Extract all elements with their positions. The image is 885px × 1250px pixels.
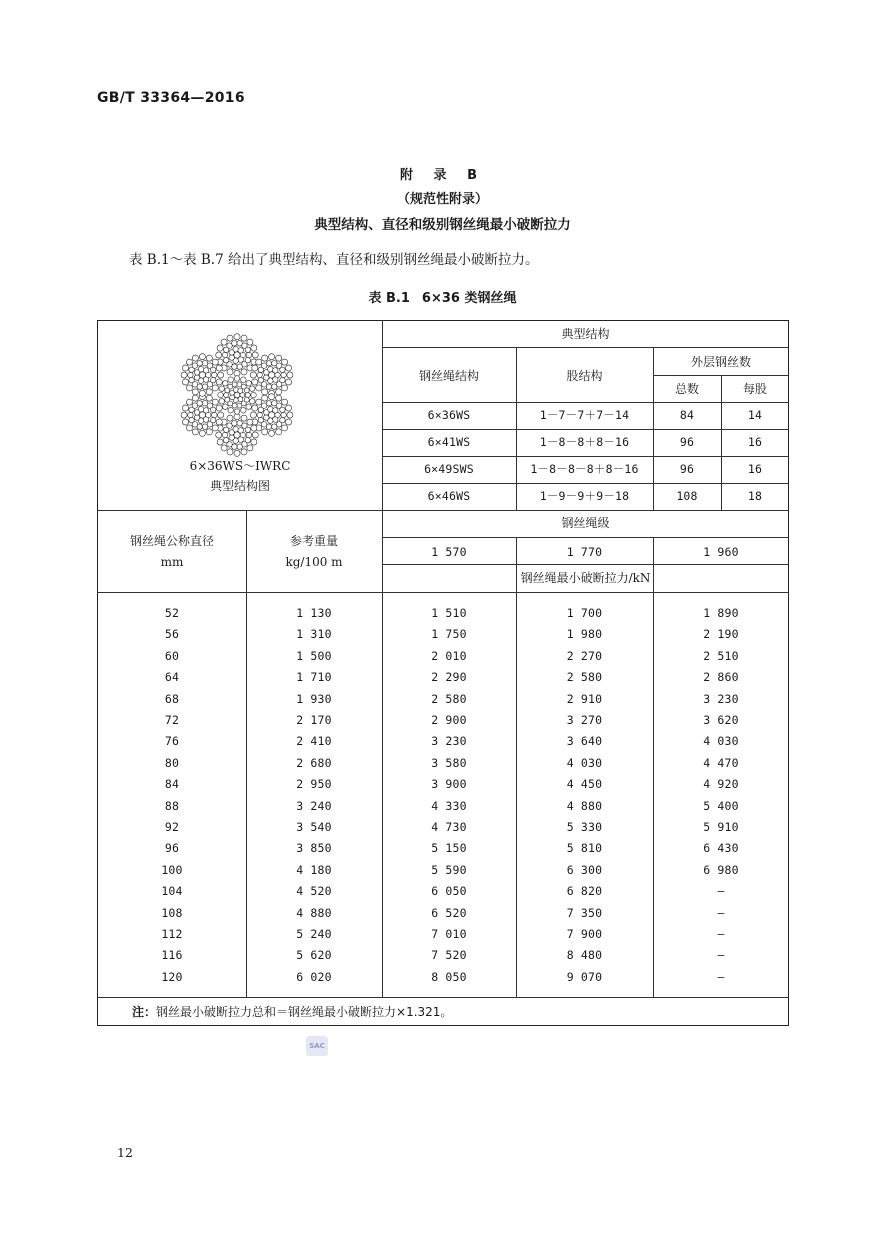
- force-1960-cell: 4 030: [703, 734, 739, 749]
- strand-structure-cell: 1－8－8－8＋8－16: [530, 462, 639, 476]
- force-1770-cell: 1 980: [566, 627, 603, 642]
- appendix-heading: 典型结构、直径和级别钢丝绳最小破断拉力: [314, 217, 571, 233]
- weight-cell: 2 170: [296, 713, 332, 727]
- rope-structure-cell: 6×41WS: [427, 435, 471, 449]
- rule-h: [97, 997, 789, 998]
- rope-structure-cell: 6×49SWS: [424, 462, 474, 476]
- outer-strand-icon: [181, 394, 224, 437]
- grade-1770: 1 770: [566, 545, 603, 559]
- figure-label-structure: 6×36WS～IWRC: [189, 459, 291, 473]
- force-1570-cell: 8 050: [431, 969, 467, 984]
- force-1570-cell: 2 290: [431, 670, 467, 685]
- weight-cell: 1 500: [296, 648, 332, 663]
- weight-cell: 1 130: [296, 606, 332, 620]
- outer-per-strand-cell: 14: [747, 408, 763, 422]
- force-1960-cell: 5 400: [703, 798, 739, 813]
- force-1960-cell: —: [717, 927, 725, 941]
- force-1570-cell: 4 330: [431, 798, 467, 813]
- force-1960-cell: 2 510: [703, 648, 739, 663]
- note-label: 注：: [132, 1005, 157, 1019]
- diameter-cell: 108: [161, 905, 183, 920]
- force-1570-cell: 1 510: [431, 606, 467, 620]
- force-1570-cell: 3 230: [431, 734, 467, 749]
- force-1770-cell: 6 300: [566, 862, 603, 877]
- rope-structure-cell: 6×36WS: [427, 408, 471, 422]
- weight-cell: 5 240: [296, 927, 332, 941]
- force-1960-cell: —: [717, 948, 725, 963]
- force-1770-cell: 7 350: [566, 905, 603, 920]
- force-1570-cell: 3 580: [431, 755, 467, 770]
- outer-strand-icon: [250, 354, 293, 397]
- force-1960-cell: —: [717, 884, 725, 899]
- weight-cell: 1 710: [296, 670, 332, 685]
- rule-h: [97, 592, 789, 593]
- outer-strand-icon: [250, 394, 293, 437]
- force-1960-cell: 6 980: [703, 862, 739, 877]
- force-1770-cell: 3 270: [566, 713, 603, 727]
- appendix-subtitle: （规范性附录）: [396, 192, 488, 207]
- rule-h: [382, 402, 789, 403]
- force-1570-cell: 7 010: [431, 927, 467, 941]
- rule-h: [97, 510, 789, 511]
- diameter-cell: 112: [161, 927, 183, 941]
- force-1770-cell: 5 810: [566, 841, 603, 856]
- sac-watermark: SAC: [306, 1036, 328, 1056]
- grade-header: 钢丝绳级: [561, 516, 610, 530]
- force-1960-cell: 3 620: [703, 713, 739, 727]
- diameter-unit: mm: [160, 555, 184, 569]
- figure-label-caption: 典型结构图: [209, 479, 270, 493]
- force-1960-cell: 6 430: [703, 841, 739, 856]
- force-1960-cell: 3 230: [703, 691, 739, 706]
- diameter-cell: 72: [164, 713, 180, 727]
- rope-cross-section-figure: [172, 333, 302, 458]
- force-1570-cell: 4 730: [431, 820, 467, 834]
- weight-cell: 4 880: [296, 905, 332, 920]
- force-1570-cell: 2 010: [431, 648, 467, 663]
- weight-cell: 2 950: [296, 777, 332, 792]
- diameter-cell: 116: [161, 948, 183, 963]
- outer-per-strand-cell: 18: [747, 489, 763, 503]
- strand-structure-cell: 1－8－8＋8－16: [539, 435, 630, 449]
- core-strand-icon: [218, 376, 257, 415]
- min-breaking-force-header: 钢丝绳最小破断拉力/kN: [520, 571, 651, 585]
- force-1770-cell: 5 330: [566, 820, 603, 834]
- force-1570-cell: 1 750: [431, 627, 467, 642]
- weight-cell: 6 020: [296, 969, 332, 984]
- force-1770-cell: 2 910: [566, 691, 603, 706]
- rule-h: [382, 456, 789, 457]
- note-text: 钢丝最小破断拉力总和＝钢丝绳最小破断拉力×1.321。: [156, 1005, 453, 1019]
- outer-total-cell: 96: [679, 435, 695, 449]
- table-caption: [0, 287, 885, 306]
- table-note: [132, 1003, 452, 1020]
- strand-structure-cell: 1－9－9＋9－18: [539, 489, 630, 503]
- diameter-cell: 84: [164, 777, 180, 792]
- outer-strand-icon: [216, 414, 259, 457]
- force-1960-cell: 4 920: [703, 777, 739, 792]
- rule-h: [382, 347, 789, 348]
- weight-cell: 5 620: [296, 948, 332, 963]
- weight-cell: 4 180: [296, 862, 332, 877]
- diameter-cell: 120: [161, 969, 183, 984]
- force-1960-cell: —: [717, 905, 725, 920]
- outer-strand-icon: [181, 354, 224, 397]
- rule-v: [653, 347, 654, 510]
- diameter-cell: 88: [164, 798, 180, 813]
- force-1960-cell: 5 910: [703, 820, 739, 834]
- diameter-cell: 64: [164, 670, 180, 685]
- outer-wires-total-header: 总数: [674, 382, 699, 396]
- standard-number: GB/T 33364—2016: [97, 90, 245, 106]
- outer-wires-per-strand-header: 每股: [742, 382, 767, 396]
- strand-structure-header: 股结构: [566, 369, 603, 383]
- force-1770-cell: 6 820: [566, 884, 603, 899]
- diameter-cell: 104: [161, 884, 183, 899]
- grade-1960: 1 960: [703, 545, 739, 559]
- rule-v: [246, 510, 247, 997]
- weight-cell: 1 930: [296, 691, 332, 706]
- table-caption-number: 表 B.1: [368, 291, 410, 306]
- diameter-cell: 52: [164, 606, 180, 620]
- weight-header: 参考重量: [289, 534, 338, 548]
- force-1770-cell: 3 640: [566, 734, 603, 749]
- weight-cell: 1 310: [296, 627, 332, 642]
- rope-structure-cell: 6×46WS: [427, 489, 471, 503]
- appendix-title: 附 录 B: [400, 168, 485, 183]
- diameter-cell: 60: [164, 648, 180, 663]
- outer-strand-icon: [216, 334, 259, 377]
- force-1570-cell: 5 590: [431, 862, 467, 877]
- rule-h: [382, 429, 789, 430]
- diameter-cell: 76: [164, 734, 180, 749]
- diameter-cell: 96: [164, 841, 180, 856]
- diameter-cell: 68: [164, 691, 180, 706]
- typical-structure-header: 典型结构: [561, 327, 610, 341]
- force-1960-cell: 2 190: [703, 627, 739, 642]
- force-1770-cell: 9 070: [566, 969, 603, 984]
- diameter-cell: 92: [164, 820, 180, 834]
- weight-cell: 3 240: [296, 798, 332, 813]
- rule-h: [382, 483, 789, 484]
- force-1960-cell: 2 860: [703, 670, 739, 685]
- outer-total-cell: 108: [676, 489, 698, 503]
- weight-cell: 3 540: [296, 820, 332, 834]
- rope-structure-header: 钢丝绳结构: [418, 369, 479, 383]
- force-1960-cell: 4 470: [703, 755, 739, 770]
- force-1960-cell: —: [717, 969, 725, 984]
- force-1570-cell: 5 150: [431, 841, 467, 856]
- rule-h: [382, 564, 789, 565]
- force-1570-cell: 6 050: [431, 884, 467, 899]
- strand-structure-cell: 1－7－7＋7－14: [539, 408, 630, 422]
- force-1570-cell: 6 520: [431, 905, 467, 920]
- grade-1570: 1 570: [431, 545, 467, 559]
- outer-wires-header: 外层钢丝数: [690, 355, 751, 369]
- outer-total-cell: 96: [679, 462, 695, 476]
- diameter-cell: 80: [164, 755, 180, 770]
- table-caption-title: 6×36 类钢丝绳: [421, 291, 517, 306]
- diameter-header: 钢丝绳公称直径: [129, 534, 214, 548]
- force-1770-cell: 8 480: [566, 948, 603, 963]
- diameter-cell: 100: [161, 862, 183, 877]
- force-1770-cell: 4 030: [566, 755, 603, 770]
- outer-total-cell: 84: [679, 408, 695, 422]
- weight-cell: 3 850: [296, 841, 332, 856]
- force-1770-cell: 1 700: [566, 606, 603, 620]
- force-1770-cell: 2 580: [566, 670, 603, 685]
- rule-h: [382, 537, 789, 538]
- outer-per-strand-cell: 16: [747, 462, 763, 476]
- force-1770-cell: 4 880: [566, 798, 603, 813]
- weight-cell: 2 410: [296, 734, 332, 749]
- force-1770-cell: 4 450: [566, 777, 603, 792]
- page-number: 12: [117, 1145, 133, 1160]
- force-1770-cell: 7 900: [566, 927, 603, 941]
- force-1570-cell: 7 520: [431, 948, 467, 963]
- outer-per-strand-cell: 16: [747, 435, 763, 449]
- force-1770-cell: 2 270: [566, 648, 603, 663]
- force-1570-cell: 2 900: [431, 713, 467, 727]
- diameter-cell: 56: [164, 627, 180, 642]
- force-1570-cell: 3 900: [431, 777, 467, 792]
- weight-cell: 2 680: [296, 755, 332, 770]
- force-1570-cell: 2 580: [431, 691, 467, 706]
- weight-cell: 4 520: [296, 884, 332, 899]
- weight-unit: kg/100 m: [285, 555, 343, 569]
- intro-paragraph: 表 B.1～表 B.7 给出了典型结构、直径和级别钢丝绳最小破断拉力。: [129, 252, 539, 268]
- force-1960-cell: 1 890: [703, 606, 739, 620]
